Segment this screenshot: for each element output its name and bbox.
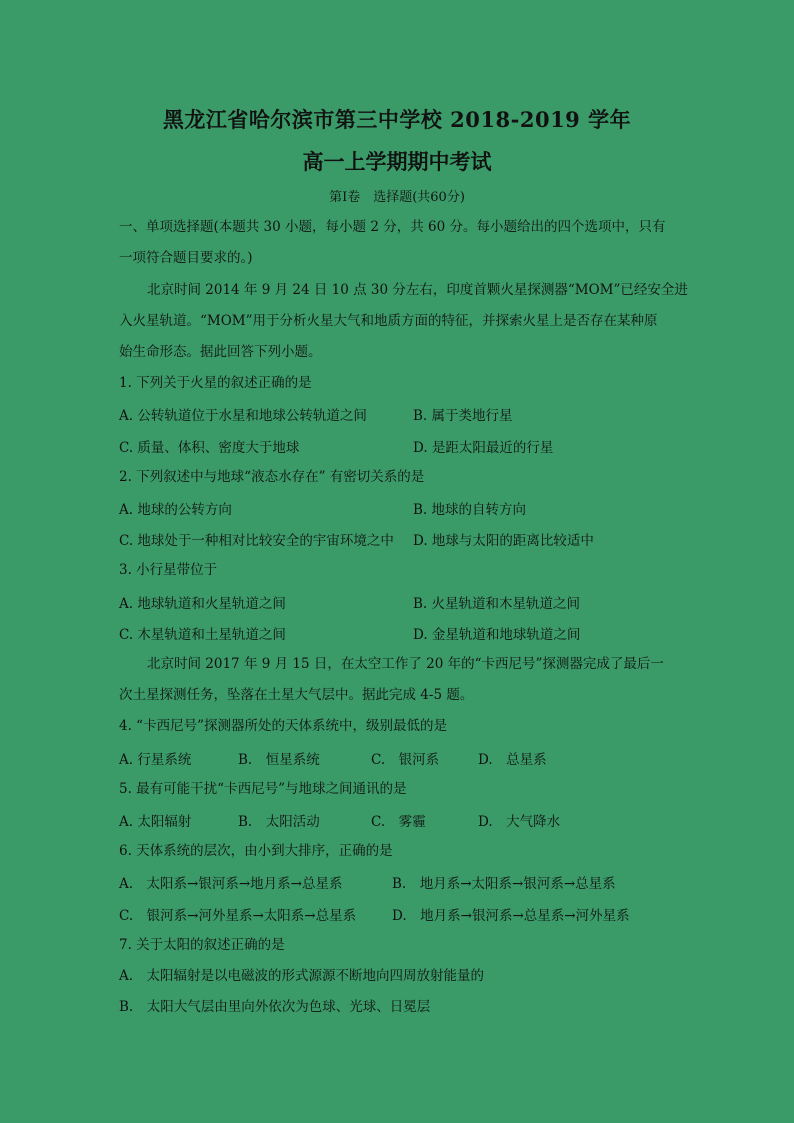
instructions-line-2: 一项符合题目要求的。) xyxy=(119,250,253,266)
q3-option-a: A. 地球轨道和火星轨道之间 xyxy=(119,596,286,612)
q5-option-a: A. 太阳辐射 xyxy=(119,814,192,830)
q6-option-a: A. 太阳系→银河系→地月系→总星系 xyxy=(119,876,343,892)
q4-option-c: C. 银河系 xyxy=(371,752,440,768)
passage2-line-2: 次土星探测任务，坠落在土星大气层中。据此完成 4-5 题。 xyxy=(119,687,474,703)
q5-option-b: B. 太阳活动 xyxy=(238,814,320,830)
q2-option-b: B. 地球的自转方向 xyxy=(413,502,527,518)
q2-stem: 2. 下列叙述中与地球“液态水存在” 有密切关系的是 xyxy=(119,469,425,485)
q3-option-d: D. 金星轨道和地球轨道之间 xyxy=(413,627,581,643)
passage2-line-1: 北京时间 2017 年 9 月 15 日，在太空工作了 20 年的“卡西尼号”探测器完成了最后一 xyxy=(147,656,664,672)
q2-option-d: D. 地球与太阳的距离比较适中 xyxy=(413,533,594,549)
q1-option-b: B. 属于类地行星 xyxy=(413,408,513,424)
passage1-line-1: 北京时间 2014 年 9 月 24 日 10 点 30 分左右，印度首颗火星探测器“MOM”已经安全进 xyxy=(147,282,688,298)
q3-option-b: B. 火星轨道和木星轨道之间 xyxy=(413,596,581,612)
q3-option-c: C. 木星轨道和土星轨道之间 xyxy=(119,627,286,643)
q4-option-d: D. 总星系 xyxy=(478,752,547,768)
passage1-line-2: 入火星轨道。“MOM”用于分析火星大气和地质方面的特征，并探索火星上是否存在某种原 xyxy=(119,313,658,329)
q1-option-a: A. 公转轨道位于水星和地球公转轨道之间 xyxy=(119,408,367,424)
exam-title: 黑龙江省哈尔滨市第三中学校 2018-2019 学年 xyxy=(162,107,632,132)
q5-option-d: D. 大气降水 xyxy=(478,814,561,830)
q6-option-d: D. 地月系→银河系→总星系→河外星系 xyxy=(392,908,630,924)
q4-stem: 4. “卡西尼号”探测器所处的天体系统中，级别最低的是 xyxy=(119,718,447,734)
q6-option-c: C. 银河系→河外星系→太阳系→总星系 xyxy=(119,908,357,924)
q1-stem: 1. 下列关于火星的叙述正确的是 xyxy=(119,375,312,391)
q6-stem: 6. 天体系统的层次，由小到大排序，正确的是 xyxy=(119,843,393,859)
q5-stem: 5. 最有可能干扰“卡西尼号”与地球之间通讯的是 xyxy=(119,781,407,797)
passage1-line-3: 始生命形态。据此回答下列小题。 xyxy=(119,344,322,360)
q6-option-b: B. 地月系→太阳系→银河系→总星系 xyxy=(392,876,616,892)
q4-option-a: A. 行星系统 xyxy=(119,752,192,768)
instructions-line-1: 一、单项选择题(本题共 30 小题，每小题 2 分，共 60 分。每小题给出的四个选项中，只有 xyxy=(119,219,666,235)
q1-option-d: D. 是距太阳最近的行星 xyxy=(413,440,554,456)
q2-option-a: A. 地球的公转方向 xyxy=(119,502,232,518)
q3-stem: 3. 小行星带位于 xyxy=(119,562,218,578)
section-heading: 第Ⅰ卷 选择题(共60分) xyxy=(329,190,465,205)
q7-option-b: B. 太阳大气层由里向外依次为色球、光球、日冕层 xyxy=(119,999,431,1015)
exam-subtitle: 高一上学期期中考试 xyxy=(302,149,492,174)
q7-stem: 7. 关于太阳的叙述正确的是 xyxy=(119,937,285,953)
q7-option-a: A. 太阳辐射是以电磁波的形式源源不断地向四周放射能量的 xyxy=(119,968,485,984)
q4-option-b: B. 恒星系统 xyxy=(238,752,320,768)
q5-option-c: C. 雾霾 xyxy=(371,814,426,830)
q1-option-c: C. 质量、体积、密度大于地球 xyxy=(119,440,300,456)
q2-option-c: C. 地球处于一种相对比较安全的宇宙环境之中 xyxy=(119,533,394,549)
